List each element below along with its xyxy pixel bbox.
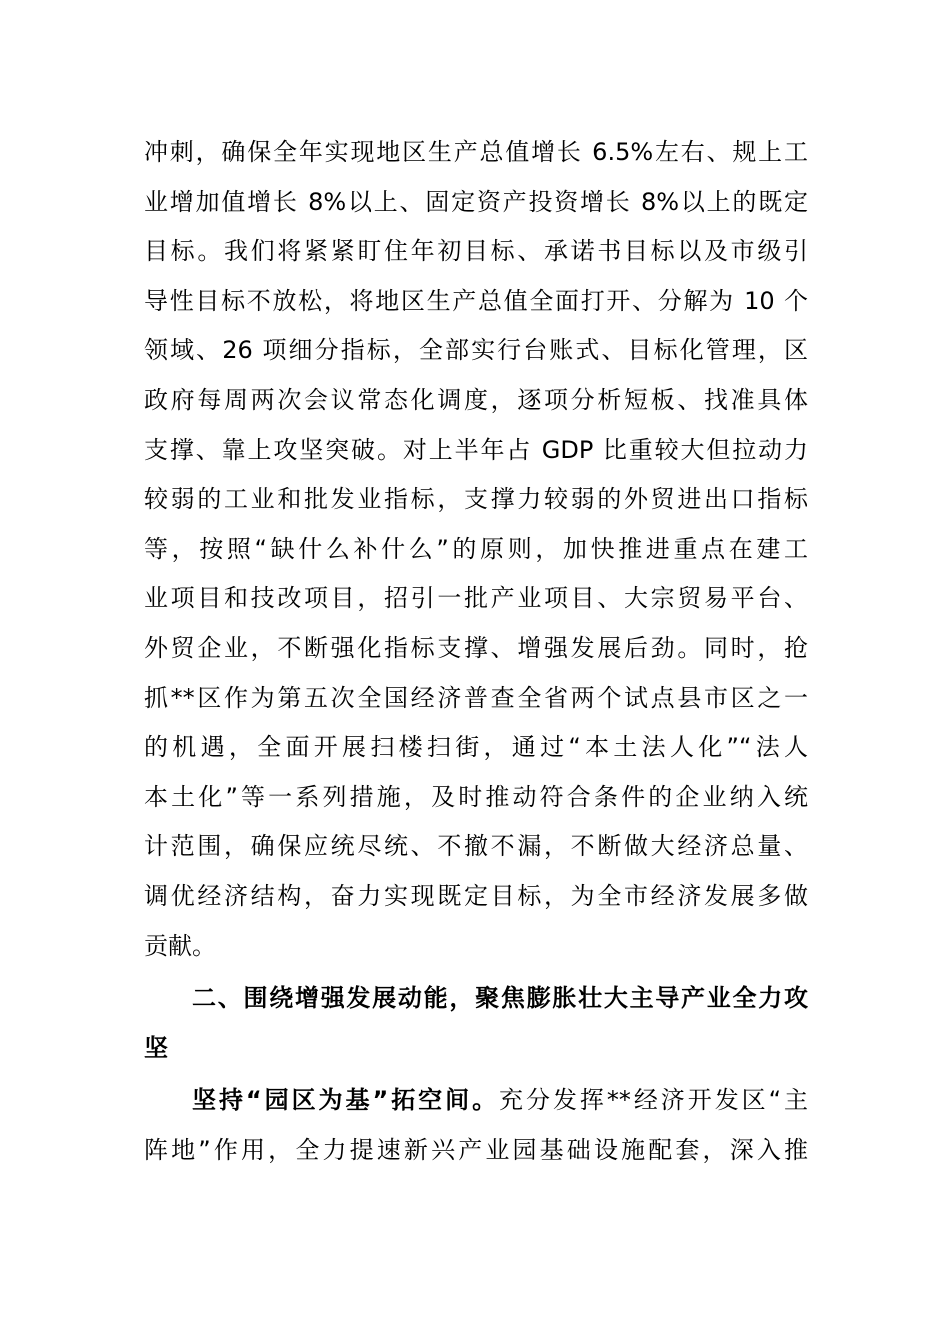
paragraph-lead: 坚持“园区为基”拓空间。	[192, 1086, 500, 1115]
text-line: 支撑、靠上攻坚突破。对上半年占 GDP 比重较大但拉动力	[144, 435, 808, 464]
text-line: 调优经济结构，奋力实现既定目标，为全市经济发展多做	[144, 881, 808, 910]
text-line: 较弱的工业和批发业指标，支撑力较弱的外贸进出口指标	[144, 485, 808, 514]
text-line: 的机遇，全面开展扫楼扫街，通过“本土法人化”“法人	[144, 733, 808, 762]
text-line: 抓**区作为第五次全国经济普查全省两个试点县市区之一	[144, 683, 808, 712]
section-heading	[144, 974, 808, 1073]
heading-line: 坚	[144, 1033, 168, 1062]
text-line: 领域、26 项细分指标，全部实行台账式、目标化管理，区	[144, 336, 808, 365]
text-line	[144, 1076, 808, 1126]
text-line: 计范围，确保应统尽统、不撤不漏，不断做大经济总量、	[144, 832, 808, 861]
text-line: 导性目标不放松，将地区生产总值全面打开、分解为 10 个	[144, 286, 808, 315]
text-span: 充分发挥**经济开发区“主	[499, 1086, 809, 1115]
text-line: 外贸企业，不断强化指标支撑、增强发展后劲。同时，抢	[144, 633, 808, 662]
body-paragraph-2	[144, 1076, 808, 1175]
text-line: 冲刺，确保全年实现地区生产总值增长 6.5%左右、规上工	[144, 138, 808, 166]
text-line: 等，按照“缺什么补什么”的原则，加快推进重点在建工	[144, 534, 808, 563]
text-line: 贡献。	[144, 931, 216, 960]
document-page	[144, 128, 808, 1175]
text-line: 目标。我们将紧紧盯住年初目标、承诺书目标以及市级引	[144, 237, 808, 266]
heading-line: 二、围绕增强发展动能，聚焦膨胀壮大主导产业全力攻	[192, 984, 808, 1013]
text-line: 政府每周两次会议常态化调度，逐项分析短板、找准具体	[144, 385, 808, 414]
text-line: 本土化”等一系列措施，及时推动符合条件的企业纳入统	[144, 782, 808, 811]
text-line: 业项目和技改项目，招引一批产业项目、大宗贸易平台、	[144, 584, 808, 613]
text-line: 业增加值增长 8%以上、固定资产投资增长 8%以上的既定	[144, 187, 808, 216]
text-line: 阵地”作用，全力提速新兴产业园基础设施配套，深入推	[144, 1135, 808, 1164]
body-paragraph-1	[144, 128, 808, 971]
